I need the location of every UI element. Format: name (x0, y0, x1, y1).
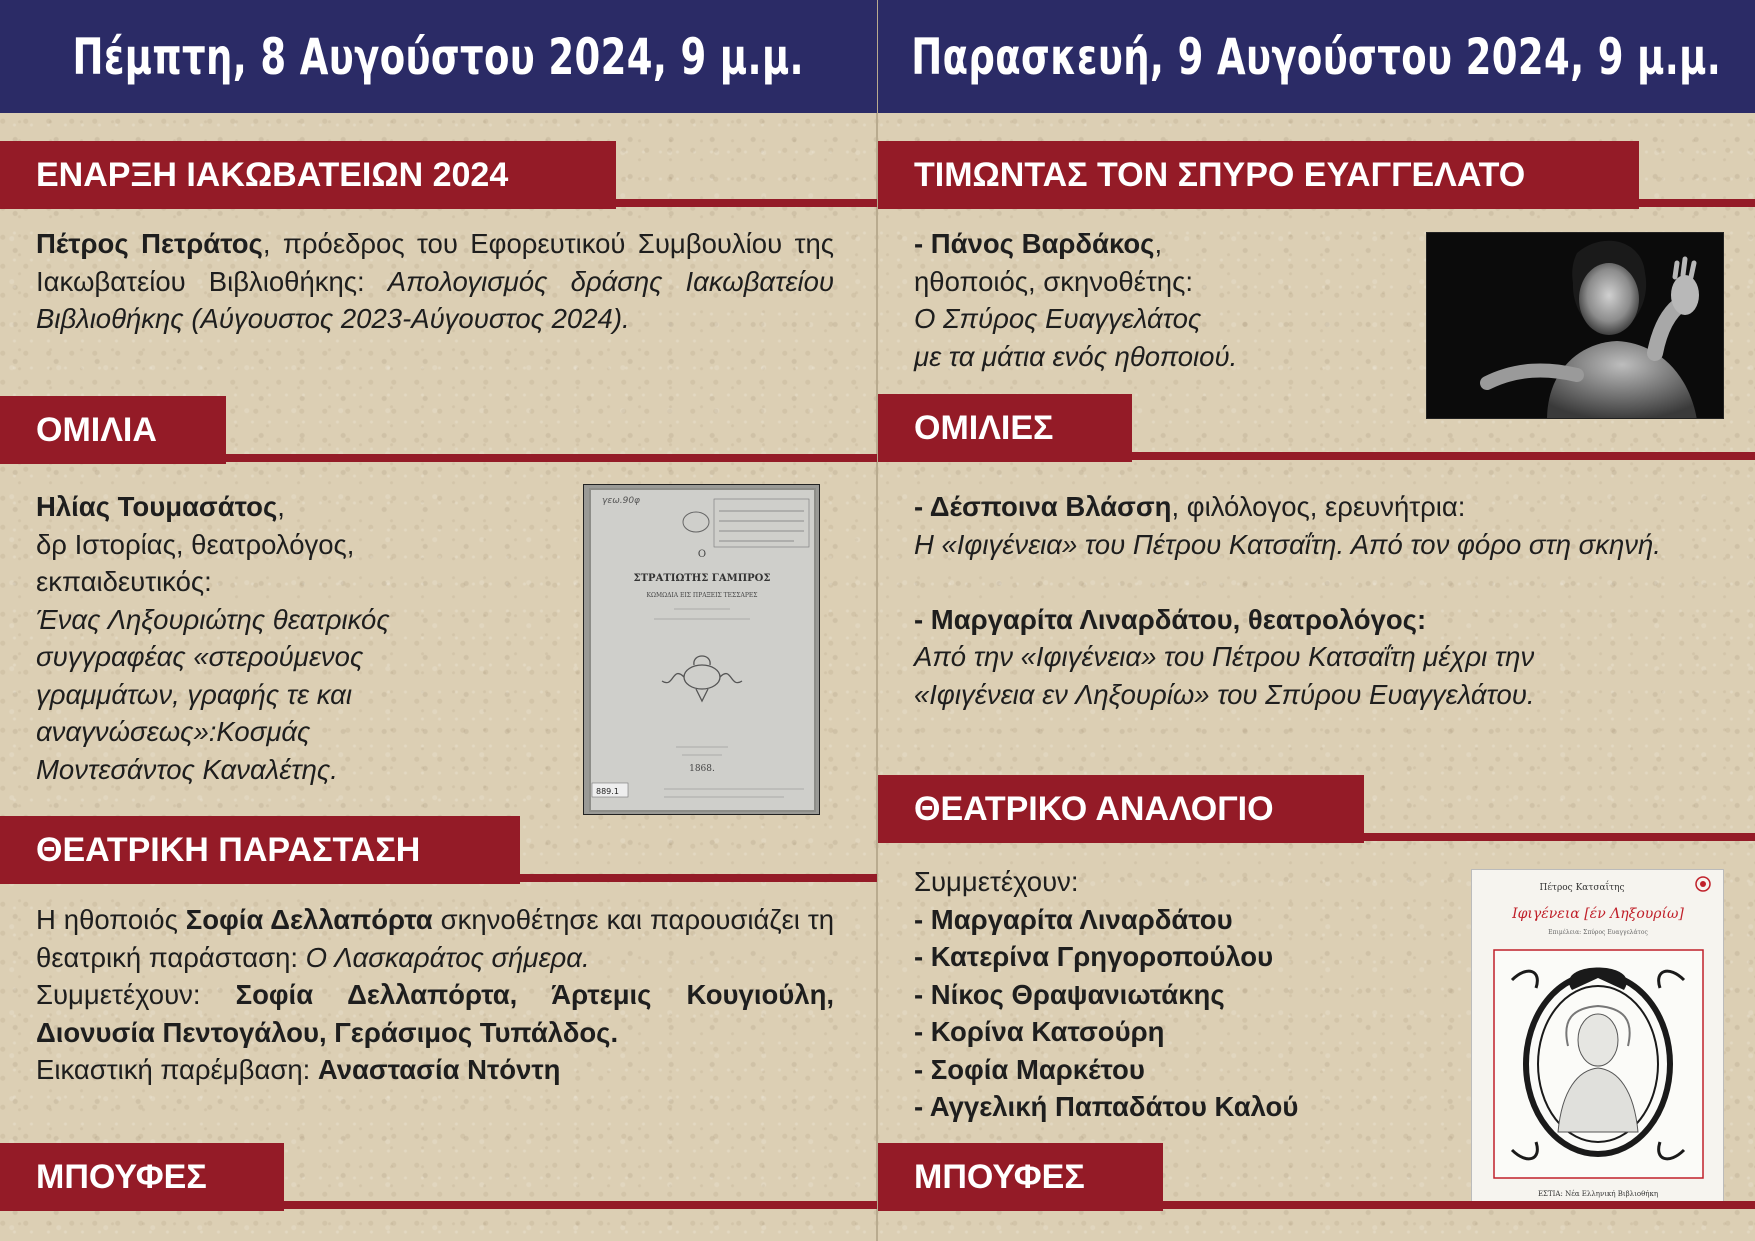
tribute-heading: ΤΙΜΩΝΤΑΣ ΤΟΝ ΣΠΥΡΟ ΕΥΑΓΓΕΛΑΤΟ (878, 141, 1639, 209)
talk1-speaker: - Δέσποινα Βλάσση (914, 491, 1172, 522)
opening-role: , πρόεδρος του Εφορευτικού Συμβουλίου της Ιακωβατείου Βιβλιοθήκης: (36, 228, 834, 297)
thursday-date-bar (0, 0, 877, 113)
talk-speaker: Ηλίας Τουμασάτος (36, 491, 278, 522)
tribute-text: - Πάνος Βαρδάκος, ηθοποιός, σκηνοθέτης: Ο Σπύρος Ευαγγελάτος με τα μάτια ενός ηθοποιού. (914, 228, 1238, 372)
play-artist: Αναστασία Ντόντη (317, 1054, 561, 1085)
opening-title: Απολογισμός δράσης Ιακωβατείου Βιβλιοθήκης (Αύγουστος 2023-Αύγουστος 2024). (36, 265, 834, 334)
svg-text:1868.: 1868. (689, 764, 715, 774)
participant-item: - Σοφία Μαρκέτου (914, 1053, 1145, 1085)
buffet-right-heading: ΜΠΟΥΦΕΣ (878, 1143, 1163, 1211)
participant-item: - Κορίνα Κατσούρη (914, 1016, 1165, 1047)
svg-text:889.1: 889.1 (596, 787, 619, 796)
friday-date: Παρασκευή, 9 Αυγούστου 2024, 9 μ.μ. (911, 27, 1722, 86)
buffet-right-section-header (878, 1143, 1755, 1211)
svg-text:Πέτρος Κατσαΐτης: Πέτρος Κατσαΐτης (1539, 883, 1625, 893)
play-director: Σοφία Δελλαπόρτα (185, 904, 433, 935)
tribute-speaker: - Πάνος Βαρδάκος (914, 228, 1155, 259)
svg-text:γεω.90φ: γεω.90φ (602, 496, 640, 506)
svg-text:Επιμέλεια: Σπύρος Ευαγγελάτος: Επιμέλεια: Σπύρος Ευαγγελάτος (1548, 929, 1648, 936)
thursday-column (0, 0, 877, 1241)
play-cast: Σοφία Δελλαπόρτα, Άρτεμις Κουγιούλη, Διονυσία Πεντογάλου, Γεράσιμος Τυπάλδος. (36, 979, 835, 1048)
actor-portrait-photo (1426, 232, 1724, 419)
participant-item: - Αγγελική Παπαδάτου Καλού (914, 1091, 1299, 1122)
opening-heading: ΕΝΑΡΞΗ ΙΑΚΩΒΑΤΕΙΩΝ 2024 (0, 141, 616, 209)
talk-heading: ΟΜΙΛΙΑ (0, 396, 226, 464)
svg-text:Ιφιγένεια [έν Ληξουρίω]: Ιφιγένεια [έν Ληξουρίω] (1512, 906, 1684, 922)
tribute-section-header (878, 141, 1755, 209)
talks-text: - Δέσποινα Βλάσση, φιλόλογος, ερευνήτρια: Η «Ιφιγένεια» του Πέτρου Κατσαΐτη. Από τον φόρο στη σκηνή. - Μαργαρίτα Λιναρδάτου, θεατρολόγος: Από την «Ιφιγένεια» του Πέτρου Κατσαΐτη μέχρι την «Ιφιγένεια εν Ληξουρίω» του Σπύρου Ευαγγελάτου. (914, 491, 1661, 710)
old-book-cover-image (583, 484, 820, 815)
svg-text:ΕΣΤΙΑ: Νέα Ελληνική Βιβλιοθήκη: ΕΣΤΙΑ: Νέα Ελληνική Βιβλιοθήκη (1537, 1190, 1659, 1198)
opening-speaker: Πέτρος Πετράτος (36, 228, 263, 259)
svg-text:Ο: Ο (697, 549, 707, 560)
talk-section-header (0, 396, 877, 464)
buffet-left-heading: ΜΠΟΥΦΕΣ (0, 1143, 284, 1211)
play-text: Η ηθοποιός Σοφία Δελλαπόρτα σκηνοθέτησε και παρουσιάζει τη θεατρική παράσταση: Ο Λασκαράτος σήμερα. Συμμετέχουν: Σοφία Δελλαπόρτα, Άρτεμις Κουγιούλη, Διονυσία Πεντογάλου, Γεράσιμος Τυπάλδος. Εικαστική παρέμβαση: Αναστασία Ντόντη (36, 904, 835, 1085)
svg-text:ΚΩΜΩΔΙΑ ΕΙΣ ΠΡΑΞΕΙΣ ΤΕΣΣΑΡΕΣ: ΚΩΜΩΔΙΑ ΕΙΣ ΠΡΑΞΕΙΣ ΤΕΣΣΑΡΕΣ (646, 592, 758, 599)
reading-heading: ΘΕΑΤΡΙΚΟ ΑΝΑΛΟΓΙΟ (878, 775, 1364, 843)
participant-item: - Κατερίνα Γρηγοροπούλου (914, 941, 1274, 972)
play-section-header (0, 816, 877, 884)
play-heading: ΘΕΑΤΡΙΚΗ ΠΑΡΑΣΤΑΣΗ (0, 816, 520, 884)
friday-date-bar (878, 0, 1755, 113)
participant-item: - Μαργαρίτα Λιναρδάτου (914, 903, 1233, 935)
reading-section-header (878, 775, 1755, 843)
buffet-left-section-header (0, 1143, 877, 1211)
talk2-speaker: - Μαργαρίτα Λιναρδάτου (914, 603, 1233, 635)
svg-text:ΣΤΡΑΤΙΩΤΗΣ ΓΑΜΠΡΟΣ: ΣΤΡΑΤΙΩΤΗΣ ΓΑΜΠΡΟΣ (633, 573, 771, 584)
play-title: Ο Λασκαράτος σήμερα. (305, 941, 590, 973)
thursday-date: Πέμπτη, 8 Αυγούστου 2024, 9 μ.μ. (72, 27, 805, 86)
talk1-title: Η «Ιφιγένεια» του Πέτρου Κατσαΐτη. Από τον φόρο στη σκηνή. (914, 528, 1661, 560)
reading-text: Συμμετέχουν: - Μαργαρίτα Λιναρδάτου - Κατερίνα Γρηγοροπούλου - Νίκος Θραψανιωτάκης - Κορίνα Κατσούρη - Σοφία Μαρκέτου - Αγγελική Παπαδάτου Καλού (914, 866, 1299, 1122)
talks-section-header (878, 394, 1755, 462)
opening-section-header (0, 141, 877, 209)
friday-column (878, 0, 1755, 1241)
opening-text (36, 225, 834, 338)
talks-heading: ΟΜΙΛΙΕΣ (878, 394, 1132, 462)
participant-item: - Νίκος Θραψανιωτάκης (914, 978, 1225, 1010)
talk-text: Ηλίας Τουμασάτος, δρ Ιστορίας, θεατρολόγος, εκπαιδευτικός: Ένας Ληξουριώτης θεατρικός συγγραφέας «στερούμενος γραμμάτων, γραφής τε και αναγνώσεως»:Κοσμάς Μοντεσάντος Καναλέτης. (36, 491, 390, 785)
